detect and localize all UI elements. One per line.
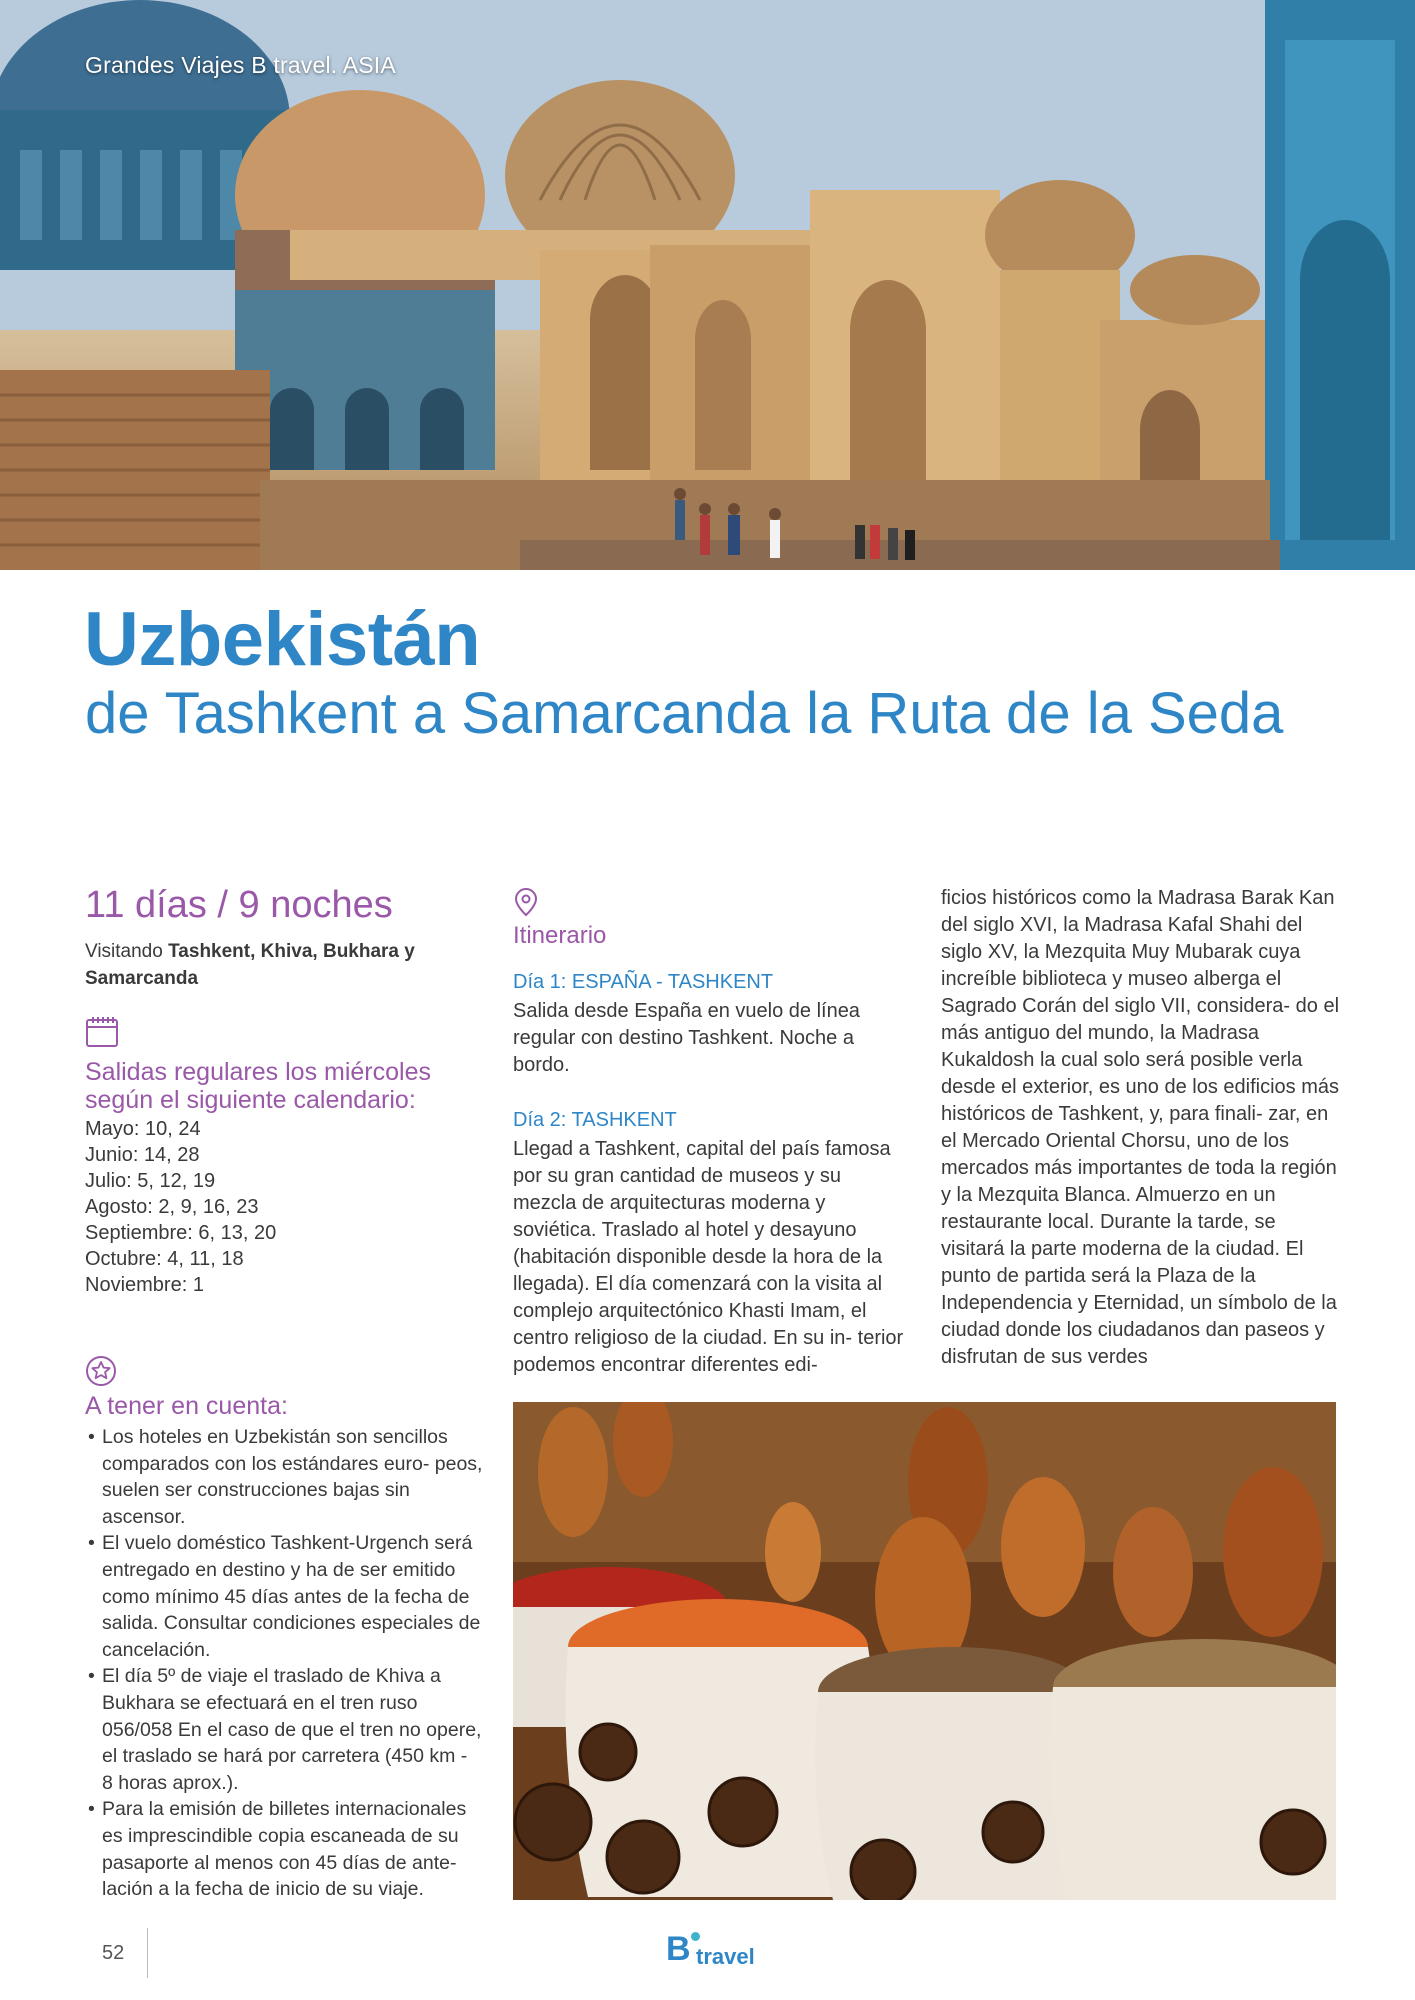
visiting-prefix: Visitando xyxy=(85,941,169,962)
departures-heading: Salidas regulares los miércoles según el siguiente calendario: xyxy=(85,1058,431,1114)
visiting-places: Tashkent, Khiva, Bukhara y Samarcanda xyxy=(85,941,415,989)
notes-heading: A tener en cuenta: xyxy=(85,1392,288,1420)
market-illustration xyxy=(513,1402,1336,1900)
page-title: Uzbekistán xyxy=(84,597,481,682)
calendar-month: Mayo: 10, 24 xyxy=(85,1118,201,1140)
day-description: Salida desde España en vuelo de línea regular con destino Tashkent. Noche a bordo. xyxy=(513,1000,860,1076)
note-item: • El vuelo doméstico Tashkent-Urgench será entregado en destino y ha de ser emitido como mínimo 45 días antes de la fecha de salida. Consultar condiciones especiales de cancelación. xyxy=(88,1530,483,1663)
logo-text: travel xyxy=(696,1944,755,1969)
star-badge-icon xyxy=(85,1355,117,1387)
calendar-month: Septiembre: 6, 13, 20 xyxy=(85,1222,277,1244)
spice-market-photo xyxy=(513,1402,1336,1900)
section-caption: Grandes Viajes B travel. ASIA xyxy=(85,52,396,78)
page-subtitle: de Tashkent a Samarcanda la Ruta de la Seda xyxy=(85,681,1284,746)
note-item: • Los hoteles en Uzbekistán son sencillos comparados con los estándares euro- peos, suelen ser construcciones bajas sin ascensor. xyxy=(88,1424,483,1530)
visiting-summary xyxy=(85,938,445,992)
itinerary-heading: Itinerario xyxy=(513,922,607,949)
footer-divider xyxy=(147,1928,148,1978)
calendar-month: Noviembre: 1 xyxy=(85,1274,204,1296)
departure-calendar xyxy=(85,1116,276,1298)
calendar-month: Julio: 5, 12, 19 xyxy=(85,1170,216,1192)
notes-list xyxy=(88,1424,483,1903)
day-description-continued: ficios históricos como la Madrasa Barak Kan del siglo XVI, la Madrasa Kafal Shahi del siglo XV, la Mezquita Muy Mubarak cuya increíble biblioteca y museo alberga el Sagrado Corán del siglo VII, considera- do el más antiguo del mundo, la Madrasa Kukaldosh la cual solo será posible verla desde el exterior, es uno de los edificios más históricos de Tashkent, y, para finali- zar, en el Mercado Oriental Chorsu, uno de los mercados más importantes de toda la región y la Mezquita Blanca. Almuerzo en un restaurante local. Durante la tarde, se visitará la parte moderna de la ciudad. El punto de partida será la Plaza de la Independencia y Eternidad, un símbolo de la ciudad donde los ciudadanos dan paseos y disfrutan de sus verdes xyxy=(941,887,1340,1368)
hero-photo-samarkand xyxy=(0,0,1415,570)
day-title: Día 2: TASHKENT xyxy=(513,1109,677,1131)
calendar-month: Agosto: 2, 9, 16, 23 xyxy=(85,1196,259,1218)
day-title: Día 1: ESPAÑA - TASHKENT xyxy=(513,971,774,993)
trip-duration: 11 días / 9 noches xyxy=(85,884,393,926)
page-number: 52 xyxy=(102,1942,125,1964)
logo-dot xyxy=(691,1932,700,1941)
note-item: • Para la emisión de billetes internacionales es imprescindible copia escaneada de su pasaporte al menos con 45 días de ante- lación a la fecha de inicio de su viaje. xyxy=(88,1796,483,1902)
location-pin-icon xyxy=(513,887,539,917)
calendar-icon xyxy=(85,1015,119,1049)
day-description: Llegad a Tashkent, capital del país famosa por su gran cantidad de museos y su mezcla de arquitecturas moderna y soviética. Traslado al hotel y desayuno (habitación disponible desde la hora de la llegada). El día comenzará con la visita al complejo arquitectónico Khasti Imam, el centro religioso de la ciudad. En su in- terior podemos encontrar diferentes edi- xyxy=(513,1138,904,1376)
logo-letter: B xyxy=(666,1930,691,1968)
calendar-month: Octubre: 4, 11, 18 xyxy=(85,1248,244,1270)
note-item: • El día 5º de viaje el traslado de Khiva a Bukhara se efectuará en el tren ruso 056/058 En el caso de que el tren no opere, el traslado se hará por carretera (450 km - 8 horas aprox.). xyxy=(88,1663,483,1796)
hero-illustration xyxy=(0,0,1415,570)
calendar-month: Junio: 14, 28 xyxy=(85,1144,200,1166)
